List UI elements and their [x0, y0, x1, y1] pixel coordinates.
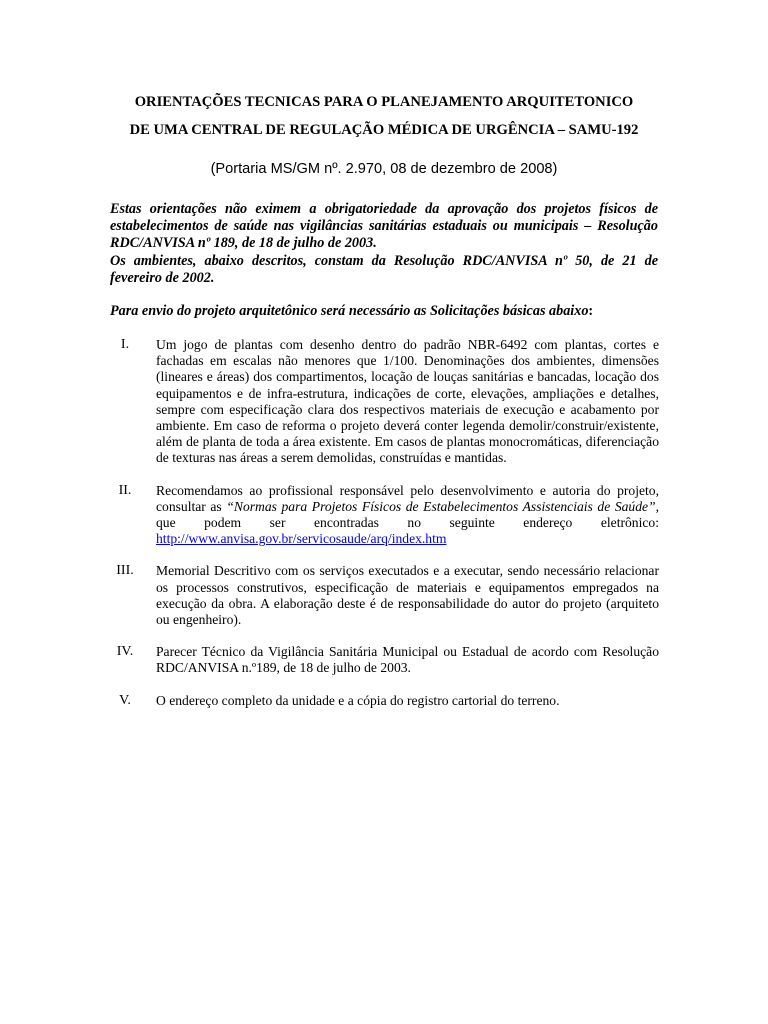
list-item-text: Parecer Técnico da Vigilância Sanitária Municipal ou Estadual de acordo com Resolução RDC/ANVISA n.º189, de 18 de julho de 2003.: [156, 644, 659, 676]
list-item: [110, 693, 660, 709]
list-item-numeral: V.: [119, 692, 131, 708]
intro-paragraph-environments: Os ambientes, abaixo descritos, constam da Resolução RDC/ANVISA nº 50, de 21 de fevereiro de 2002.: [110, 252, 658, 286]
list-item: [110, 644, 660, 676]
requirements-lead: [110, 302, 670, 320]
norms-title-quote: “Normas para Projetos Físicos de Estabelecimentos Assistenciais de Saúde”: [226, 498, 656, 514]
portaria-reference: (Portaria MS/GM nº. 2.970, 08 de dezembro de 2008): [210, 161, 558, 177]
list-item-text-intro: Recomendamos ao profissional responsável pelo desenvolvimento e autoria do projeto, consultar as: [156, 482, 659, 514]
list-item: [110, 563, 660, 628]
document-title-line-2: DE UMA CENTRAL DE REGULAÇÃO MÉDICA DE URGÊNCIA – SAMU-192: [129, 122, 639, 138]
intro-paragraph-approval: Estas orientações não eximem a obrigatoriedade da aprovação dos projetos físicos de estabelecimentos de saúde nas vigilâncias sanitárias estaduais ou municipais – Resolução RDC/ANVISA nº 189, de 18 de julho de 2003.: [110, 201, 658, 252]
requirements-lead-text: Para envio do projeto arquitetônico será necessário as Solicitações básicas abaixo: [110, 303, 589, 319]
list-item-text: O endereço completo da unidade e a cópia do registro cartorial do terreno.: [156, 692, 560, 708]
list-item-numeral: I.: [120, 337, 130, 352]
list-item-text: Memorial Descritivo com os serviços executados e a executar, sendo necessário relacionar os processos construtivos, especificação de materiais e equipamentos empregados na execução da obra. A elaboração deste é de responsabilidade do autor do projeto (arquiteto ou engenheiro).: [156, 563, 659, 628]
list-item-numeral: III.: [116, 563, 134, 579]
list-item: [110, 337, 660, 467]
anvisa-link[interactable]: http://www.anvisa.gov.br/servicosaude/arq/index.htm: [156, 531, 447, 547]
list-item-numeral: IV.: [116, 644, 134, 660]
intro-notice: [110, 201, 658, 287]
requirements-list: [110, 337, 660, 725]
list-item-text-continuation: , que podem ser encontradas no seguinte endereço eletrônico:: [156, 498, 660, 531]
list-item-text: Um jogo de plantas com desenho dentro do padrão NBR-6492 com plantas, cortes e fachadas em escalas não menores que 1/100. Denominações dos ambientes, dimensões (lineares e áreas) dos compartimentos, locação de louças sanitárias e bancadas, locação dos equipamentos e de infra-estrutura, indicações de corte, elevações, ampliações e detalhes, sempre com especificação clara dos respectivos materiais de execução e acabamento por ambiente. Em caso de reforma o projeto deverá conter legenda demolir/construir/existente, além de planta de toda a área existente. Em casos de plantas monocromáticas, diferenciação de texturas nas áreas a serem demolidas, construídas e mantidas.: [156, 337, 659, 466]
requirements-lead-colon: :: [588, 303, 594, 319]
list-item-numeral: II.: [118, 482, 132, 498]
list-item-text: [156, 483, 659, 548]
document-title-line-1: ORIENTAÇÕES TECNICAS PARA O PLANEJAMENTO ARQUITETONICO: [134, 94, 634, 110]
list-item: [110, 483, 660, 548]
